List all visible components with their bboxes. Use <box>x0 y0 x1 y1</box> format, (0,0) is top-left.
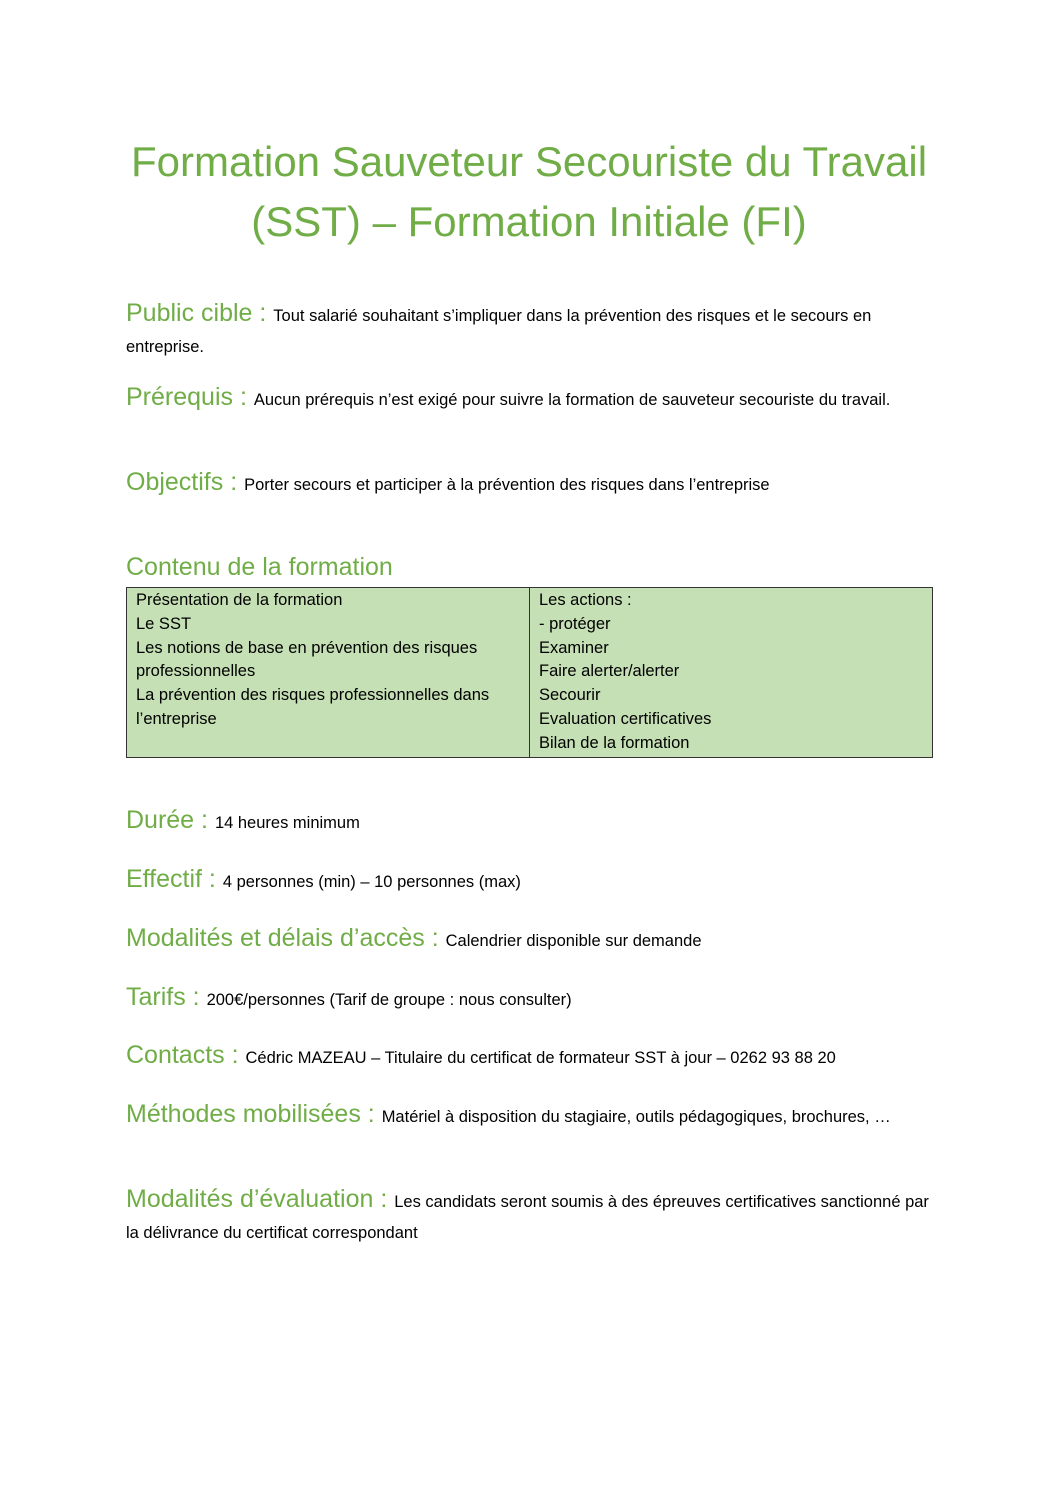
section-duree <box>126 805 936 839</box>
section-evaluation <box>126 1184 936 1249</box>
contenu-left-item: Présentation de la formation <box>136 591 343 609</box>
label-methodes: Méthodes mobilisées : <box>126 1100 382 1128</box>
label-modalites-acces: Modalités et délais d’accès : <box>126 924 446 952</box>
label-duree: Durée : <box>126 806 215 834</box>
document-title <box>100 132 958 252</box>
section-objectifs <box>126 467 936 501</box>
label-tarifs: Tarifs : <box>126 983 207 1011</box>
contenu-right-item: Faire alerter/alerter <box>539 662 680 681</box>
section-contacts <box>126 1040 936 1074</box>
contenu-right-cell <box>530 588 933 758</box>
value-tarifs: 200€/personnes (Tarif de groupe : nous consulter) <box>206 991 572 1009</box>
value-modalites-acces: Calendrier disponible sur demande <box>445 932 702 950</box>
contenu-right-item: Examiner <box>539 638 609 657</box>
value-evaluation: Les candidats seront soumis à des épreuves certificatives sanctionné par la délivrance du certificat correspondant <box>126 1193 929 1242</box>
label-objectifs: Objectifs : <box>126 468 245 496</box>
contenu-right-item: Secourir <box>539 686 601 705</box>
value-public-cible: Tout salarié souhaitant s’impliquer dans la prévention des risques et le secours en entreprise. <box>126 307 872 356</box>
contenu-left-cell <box>127 588 530 758</box>
value-duree: 14 heures minimum <box>214 814 360 832</box>
section-public-cible <box>126 298 936 363</box>
section-prerequis <box>126 382 936 416</box>
contenu-left-item: La prévention des risques professionnelles dans l’entreprise <box>136 686 490 728</box>
value-methodes: Matériel à disposition du stagiaire, outils pédagogiques, brochures, … <box>381 1108 891 1126</box>
section-tarifs <box>126 982 936 1016</box>
section-modalites-acces <box>126 923 936 957</box>
contenu-table <box>126 587 933 758</box>
contenu-heading: Contenu de la formation <box>126 553 393 581</box>
section-methodes <box>126 1099 936 1133</box>
value-prerequis: Aucun prérequis n’est exigé pour suivre la formation de sauveteur secouriste du travail. <box>253 391 891 409</box>
title-line-2: (SST) – Formation Initiale (FI) <box>251 198 807 245</box>
title-line-1: Formation Sauveteur Secouriste du Travail <box>130 138 928 185</box>
contenu-right-item: Evaluation certificatives <box>539 709 712 728</box>
section-effectif <box>126 864 936 898</box>
value-effectif: 4 personnes (min) – 10 personnes (max) <box>222 873 521 891</box>
label-contacts: Contacts : <box>126 1041 246 1069</box>
label-public-cible: Public cible : <box>126 299 274 327</box>
label-effectif: Effectif : <box>126 865 223 893</box>
contenu-right-item: - protéger <box>539 614 611 633</box>
contenu-left-item: Les notions de base en prévention des risques professionnelles <box>136 638 478 681</box>
contenu-right-item: Bilan de la formation <box>539 733 690 752</box>
contenu-right-item: Les actions : <box>539 591 632 609</box>
label-prerequis: Prérequis : <box>126 383 254 411</box>
label-evaluation: Modalités d’évaluation : <box>126 1185 395 1213</box>
value-contacts: Cédric MAZEAU – Titulaire du certificat de formateur SST à jour – 0262 93 88 20 <box>245 1049 836 1067</box>
contenu-left-item: Le SST <box>136 614 192 633</box>
value-objectifs: Porter secours et participer à la prévention des risques dans l’entreprise <box>244 476 770 494</box>
